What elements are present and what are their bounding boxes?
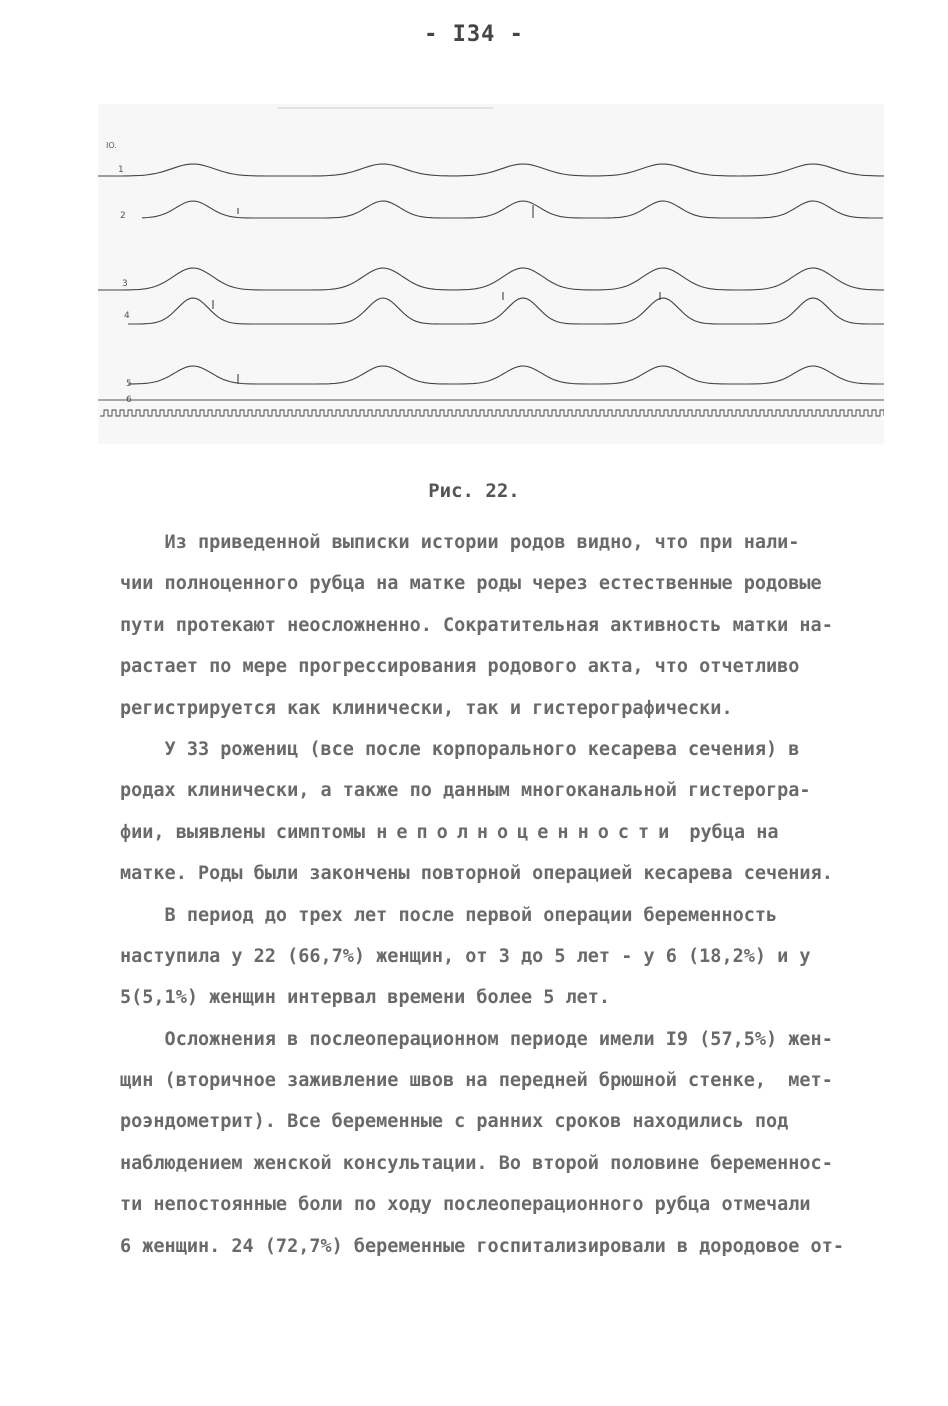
text-line: 5(5,1%) женщин интервал времени более 5 лет.	[120, 987, 611, 1009]
channel-label-io: IO.	[106, 141, 117, 150]
spaced-word: неполноценности	[376, 821, 679, 843]
text-line-spaced	[120, 812, 880, 853]
body-text	[120, 522, 880, 1267]
channel-label-6: 6	[126, 395, 132, 405]
trace-channel-4	[128, 298, 884, 324]
text-line: наступила у 22 (66,7%) женщин, от 3 до 5 лет - у 6 (18,2%) и у	[120, 945, 811, 967]
channel-label-1: 1	[118, 165, 124, 175]
trace-channel-3	[98, 268, 884, 290]
hysterogram-traces	[98, 104, 884, 444]
text-line: роэндометрит). Все беременные с ранних сроков находились под	[120, 1111, 789, 1133]
text-line: В период до трех лет после первой операции беременность	[120, 904, 778, 926]
text-line-start: фии, выявлены симптомы	[120, 821, 377, 843]
text-line: растает по мере прогрессирования родового акта, что отчетливо	[120, 656, 800, 678]
text-line: пути протекают неосложненно. Сократительная активность матки на-	[120, 614, 833, 636]
text-line: щин (вторичное заживление швов на передней брюшной стенке, мет-	[120, 1070, 833, 1092]
text-line: Из приведенной выписки истории родов видно, что при нали-	[120, 532, 800, 553]
text-line-end: рубца на	[678, 821, 779, 843]
text-line: Осложнения в послеоперационном периоде имели I9 (57,5%) жен-	[120, 1028, 833, 1050]
text-line: ти непостоянные боли по ходу послеоперационного рубца отмечали	[120, 1194, 811, 1216]
page-number: - I34 -	[424, 22, 524, 47]
text-line: регистрируется как клинически, так и гистерографически.	[120, 697, 733, 719]
channel-label-2: 2	[120, 211, 126, 221]
hysterogram-figure	[98, 104, 884, 444]
text-line: 6 женщин. 24 (72,7%) беременные госпитализировали в дородовое от-	[120, 1235, 844, 1257]
trace-channel-1	[98, 164, 884, 176]
trace-channel-5	[128, 366, 884, 384]
text-line: У 33 рожениц (все после корпорального кесарева сечения) в	[120, 738, 800, 760]
channel-label-4: 4	[124, 311, 130, 321]
figure-caption: Рис. 22.	[428, 480, 520, 502]
channel-label-3: 3	[122, 279, 128, 289]
channel-label-5: 5	[126, 379, 132, 389]
text-line: чии полноценного рубца на матке роды через естественные родовые	[120, 573, 822, 595]
time-marker-trace	[100, 410, 884, 416]
text-line: наблюдением женской консультации. Во второй половине беременнос-	[120, 1152, 833, 1174]
trace-channel-2	[142, 201, 883, 218]
text-line: родах клинически, а также по данным многоканальной гистерогра-	[120, 780, 811, 802]
text-line: матке. Роды были закончены повторной операцией кесарева сечения.	[120, 863, 833, 885]
